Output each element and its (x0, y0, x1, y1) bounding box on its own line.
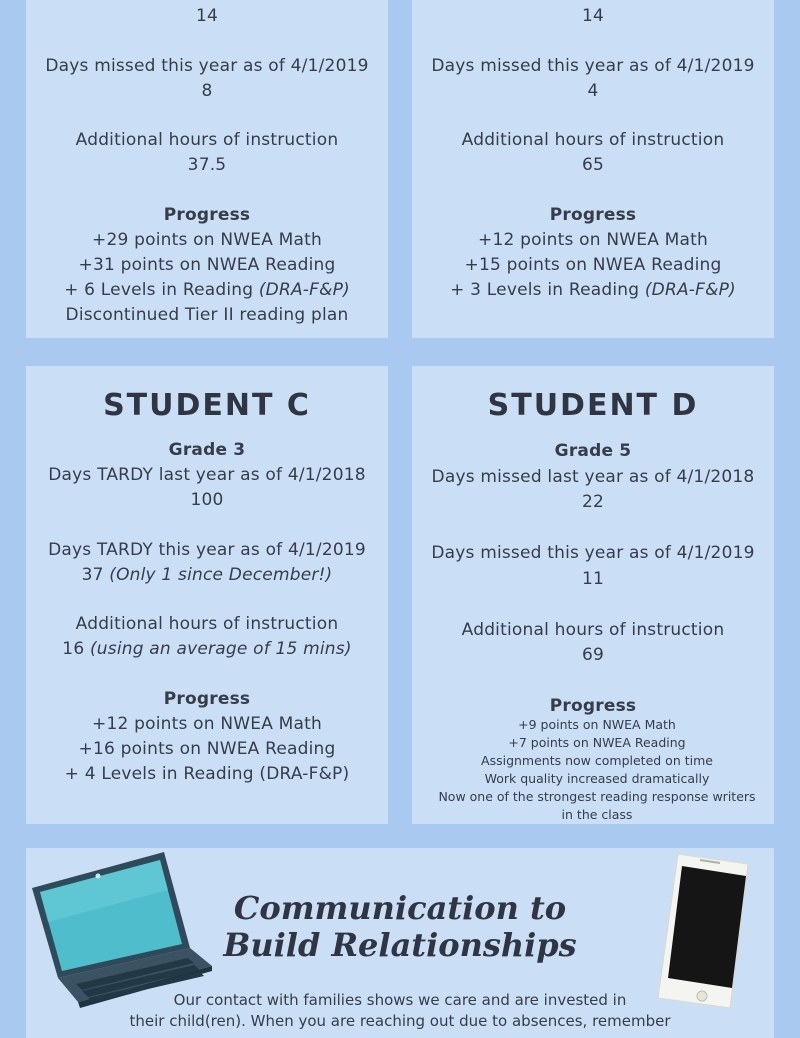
progress-item: + 6 Levels in Reading (DRA-F&P) (64, 279, 350, 300)
days-missed-last-value: 22 (581, 492, 605, 512)
progress-item: in the class (561, 807, 633, 822)
hours-label: Additional hours of instruction (75, 614, 339, 634)
tardy-this-label: Days TARDY this year as of 4/1/2019 (48, 539, 366, 560)
student-b-card (412, 0, 774, 338)
days-missed-this-value: 11 (581, 568, 605, 589)
student-d-title: STUDENT D (487, 388, 699, 423)
student-c-card (26, 366, 388, 824)
progress-item: Discontinued Tier II reading plan (65, 304, 349, 325)
progress-label: Progress (163, 204, 251, 225)
communication-text: Our contact with families shows we care and are invested in their child(ren). When you are reaching out due to absences, remember (129, 991, 671, 1030)
progress-item: +12 points on NWEA Math (92, 713, 322, 734)
progress-label: Progress (549, 696, 637, 716)
days-missed-this-value: 4 (587, 80, 599, 101)
tardy-this-value: 37 (Only 1 since December!) (81, 564, 333, 585)
days-missed-this-label: Days missed this year as of 4/1/2019 (45, 55, 369, 76)
days-missed-this-value: 8 (201, 80, 213, 101)
student-a-card (26, 0, 388, 338)
days-missed-this-label: Days missed this year as of 4/1/2019 (431, 543, 755, 563)
progress-label: Progress (549, 204, 637, 225)
progress-item: +7 points on NWEA Reading (508, 735, 686, 750)
progress-item: +9 points on NWEA Math (518, 717, 676, 732)
progress-item: +12 points on NWEA Math (478, 229, 708, 250)
tardy-last-value: 100 (190, 490, 224, 510)
progress-item: Work quality increased dramatically (484, 771, 710, 786)
hours-value: 16 (using an average of 15 mins) (62, 639, 352, 659)
days-missed-last-label: Days missed last year as of 4/1/2018 (431, 466, 755, 487)
progress-item: +31 points on NWEA Reading (78, 254, 336, 275)
grade-label: Grade 5 (554, 441, 632, 461)
student-d-card (412, 366, 774, 824)
progress-item: +15 points on NWEA Reading (464, 254, 722, 275)
grade-label: Grade 3 (168, 440, 246, 460)
communication-card (26, 848, 774, 1038)
hours-value: 69 (581, 645, 605, 665)
hours-label: Additional hours of instruction (461, 619, 725, 640)
progress-label: Progress (163, 688, 251, 709)
hours-value: 37.5 (187, 155, 227, 175)
days-missed-last-value: 14 (195, 6, 219, 26)
student-c-title: STUDENT C (103, 388, 311, 423)
days-missed-this-label: Days missed this year as of 4/1/2019 (431, 55, 755, 76)
progress-item: +29 points on NWEA Math (92, 229, 322, 250)
tardy-last-label: Days TARDY last year as of 4/1/2018 (48, 465, 366, 485)
hours-label: Additional hours of instruction (75, 130, 339, 150)
progress-item: +16 points on NWEA Reading (78, 738, 336, 759)
hours-label: Additional hours of instruction (461, 130, 725, 150)
communication-title: Communication to Build Relationships (223, 889, 577, 964)
progress-item: Assignments now completed on time (481, 753, 713, 768)
progress-item: Now one of the strongest reading response writers (438, 789, 756, 804)
days-missed-last-value: 14 (581, 6, 605, 26)
hours-value: 65 (581, 155, 605, 175)
progress-item: + 4 Levels in Reading (DRA-F&P) (64, 763, 350, 784)
progress-item: + 3 Levels in Reading (DRA-F&P) (450, 279, 736, 300)
